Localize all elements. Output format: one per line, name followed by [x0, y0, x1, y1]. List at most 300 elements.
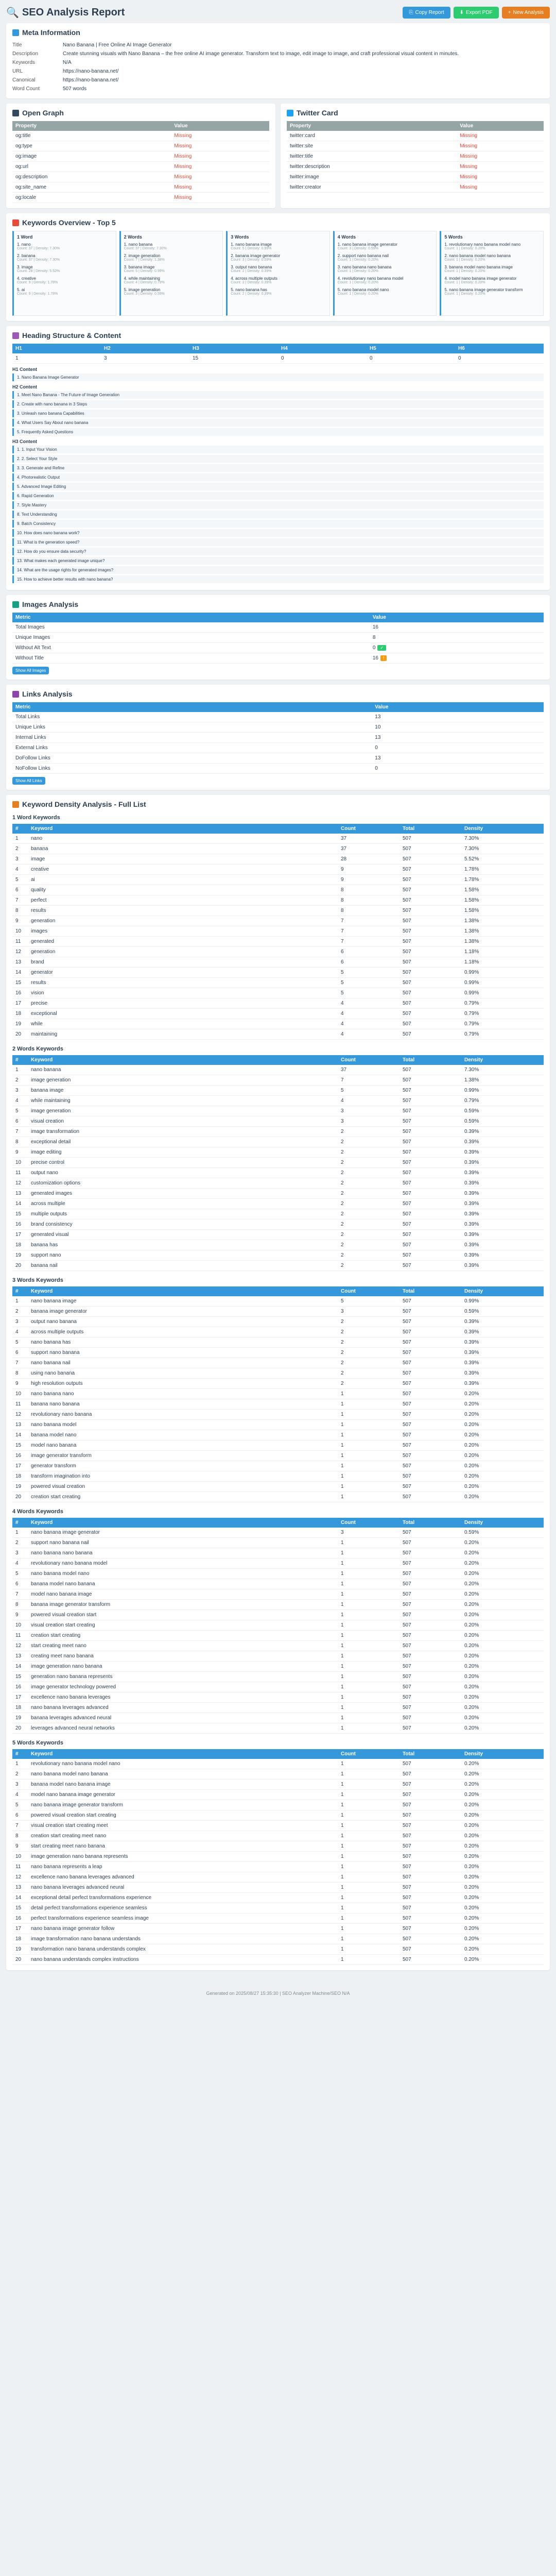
table-cell: 1 [338, 1641, 399, 1651]
table-cell: nano banana represents a leap [28, 1862, 338, 1872]
keyword-stats: Count: 5 | Density: 0.99% [124, 269, 165, 273]
table-cell: 1.58% [461, 885, 544, 895]
keyword-stats: Count: 1 | Density: 0.20% [444, 292, 485, 296]
table-cell: model nano banana image [28, 1589, 338, 1600]
table-cell: 2 [12, 1075, 28, 1086]
table-cell: 4 [338, 1096, 399, 1106]
table-cell: 1 [338, 1589, 399, 1600]
keyword-stats: Count: 1 | Density: 0.20% [337, 281, 379, 284]
table-cell: nano banana nano banana [28, 1548, 338, 1558]
table-cell: 14 [12, 1662, 28, 1672]
table-cell: 0.79% [461, 998, 544, 1009]
table-cell: 0.39% [461, 1230, 544, 1240]
keyword-label: revolutionary nano banana model [342, 276, 404, 281]
table-cell: 507 [399, 844, 461, 854]
heading-item: 1. Meet Nano Banana - The Future of Image Generation [12, 391, 544, 399]
heading-count: 0 [455, 353, 544, 364]
table-cell: 507 [399, 1703, 461, 1713]
table-cell: support nano [28, 1250, 338, 1261]
table-cell: 507 [399, 1009, 461, 1019]
table-cell: 8 [12, 1137, 28, 1147]
keyword-column [119, 231, 223, 316]
table-cell: 507 [399, 1831, 461, 1841]
metric-cell: External Links [12, 743, 372, 753]
heading-item: 3. 3. Generate and Refine [12, 464, 544, 472]
table-cell: start creating meet nano banana [28, 1841, 338, 1852]
table-cell: 0.20% [461, 1852, 544, 1862]
table-cell: 2 [338, 1250, 399, 1261]
table-row [12, 1641, 544, 1651]
table-cell: output nano [28, 1168, 338, 1178]
table-cell: 2 [338, 1358, 399, 1368]
column-header: Density [461, 1055, 544, 1065]
value-cell: 13 [372, 753, 544, 764]
value-cell: Missing [457, 182, 544, 193]
table-cell: banana model nano banana image [28, 1780, 338, 1790]
table-cell: 507 [399, 1800, 461, 1810]
table-cell: 507 [399, 947, 461, 957]
keyword-label: image generation [128, 253, 161, 258]
table-cell: 1 [338, 1461, 399, 1471]
show-all-links-button[interactable]: Show All Links [12, 777, 45, 785]
table-cell: 1.18% [461, 947, 544, 957]
image-icon [12, 601, 19, 608]
keyword-stats: Count: 2 | Density: 0.39% [231, 281, 272, 284]
column-header: Count [338, 1749, 399, 1759]
table-row [12, 1420, 544, 1430]
table-cell: 0.20% [461, 1924, 544, 1934]
table-cell: generation nano banana represents [28, 1672, 338, 1682]
table-row [12, 1955, 544, 1965]
keyword-item [338, 253, 433, 262]
table-row [12, 1158, 544, 1168]
table-cell: 6 [12, 885, 28, 895]
table-cell: 507 [399, 1682, 461, 1692]
table-cell: 507 [399, 1348, 461, 1358]
value-cell: Missing [171, 162, 269, 172]
table-cell: 12 [12, 1872, 28, 1883]
metric-cell: Total Images [12, 622, 370, 633]
keyword-item [124, 253, 220, 262]
meta-value: https://nano-banana.net/ [63, 77, 119, 83]
table-row [12, 1461, 544, 1471]
table-cell: 2 [12, 844, 28, 854]
table-cell: 3 [12, 1548, 28, 1558]
table-cell: 0.99% [461, 1296, 544, 1307]
heading-item: 11. What is the generation speed? [12, 538, 544, 546]
table-cell: 10 [12, 1389, 28, 1399]
table-cell: 507 [399, 978, 461, 988]
heading-item: 14. What are the usage rights for generated images? [12, 566, 544, 574]
table-cell: start creating meet nano [28, 1641, 338, 1651]
value-cell: 0 [372, 743, 544, 753]
table-cell: 0.20% [461, 1651, 544, 1662]
table-cell: 1 [338, 1482, 399, 1492]
heading-structure-card: Heading Structure & Content H1 H2 H3 H4 H5 H6 1 3 15 0 0 0 H1 Content 1. Nano Banana Image Generator H2 Content 1. Meet Nano Banana - The Future of Image Generation 2. Create with nano banana in 3 Steps 3. Unleash nano banana Capabilities 4. What Users Say About nano banana 5. Frequently Asked Questions H3 Content 1. 1. Input Your Vision 2. 2. Select Your Style 3. 3. Generate and Refine 4. Photorealistic Output 5. Advanced Image Editing 6. Rapid Generation 7. Style Mastery 8. Text Understanding 9. Batch Consistency 10. How does nano banana work? 11. What is the generation speed? 12. How do you ensure data security? 13. What makes each generated image unique? 14. What are the usage rights for generated images? 15. How to achieve better results with nano banana? [6, 326, 550, 590]
meta-key: Word Count [12, 86, 40, 92]
table-cell: while maintaining [28, 1096, 338, 1106]
table-cell: 9 [338, 875, 399, 885]
twitter-table: Property Value twitter:card Missing twitter:site Missing twitter:title Missing twitter:description Missing twitter:image Missing twitter:creator Missing [287, 121, 544, 193]
table-row [12, 1913, 544, 1924]
table-cell: 20 [12, 1261, 28, 1271]
table-cell: banana nano banana [28, 1399, 338, 1410]
table-cell: 37 [338, 834, 399, 844]
table-row [12, 1327, 544, 1337]
keyword-item [231, 253, 326, 262]
table-cell: 17 [12, 1230, 28, 1240]
table-cell: 7 [338, 937, 399, 947]
table-cell: 17 [12, 998, 28, 1009]
keyword-stats: Count: 37 | Density: 7.30% [17, 247, 60, 250]
keyword-text: 4. while maintaining [124, 276, 160, 281]
table-cell: 1.38% [461, 1075, 544, 1086]
table-cell: output nano banana [28, 1317, 338, 1327]
column-header: Keyword [28, 824, 338, 834]
table-cell: 1 [338, 1399, 399, 1410]
table-row [12, 1240, 544, 1250]
table-cell: 20 [12, 1492, 28, 1502]
column-header: # [12, 1286, 28, 1296]
table-row [12, 1579, 544, 1589]
table-cell: 1 [338, 1548, 399, 1558]
table-cell: excellence nano banana leverages [28, 1692, 338, 1703]
table-cell: 507 [399, 875, 461, 885]
keyword-item [17, 276, 113, 284]
table-cell: 3 [12, 1780, 28, 1790]
table-cell: 507 [399, 834, 461, 844]
meta-value: Nano Banana | Free Online AI Image Generator [63, 42, 172, 48]
table-cell: 2 [338, 1317, 399, 1327]
column-header: Density [461, 1518, 544, 1528]
table-cell: 13 [12, 1189, 28, 1199]
keyword-column-header: 4 Words [337, 234, 356, 240]
table-cell: using nano banana [28, 1368, 338, 1379]
table-cell: powered visual creation [28, 1482, 338, 1492]
table-cell: 15 [12, 1672, 28, 1682]
table-cell: banana leverages advanced neural [28, 1713, 338, 1723]
table-cell: 507 [399, 1723, 461, 1734]
table-cell: 1 [338, 1780, 399, 1790]
table-cell: 507 [399, 1790, 461, 1800]
keyword-label: while maintaining [128, 276, 160, 281]
table-cell: 20 [12, 1029, 28, 1040]
table-cell: 507 [399, 865, 461, 875]
heading-item: 1. 1. Input Your Vision [12, 446, 544, 453]
value-cell: Missing [457, 151, 544, 162]
table-row [12, 743, 544, 753]
export-pdf-button[interactable]: ⬇ Export PDF [454, 7, 499, 19]
table-cell: 1 [338, 1924, 399, 1934]
table-row [12, 1261, 544, 1271]
table-cell: ai [28, 875, 338, 885]
keyword-column-header: 2 Words [124, 234, 142, 240]
keyword-label: creative [21, 276, 36, 281]
table-row [287, 182, 544, 193]
table-cell: 507 [399, 1692, 461, 1703]
table-cell: 507 [399, 1127, 461, 1137]
table-row [12, 1430, 544, 1440]
keyword-stats: Count: 4 | Density: 0.79% [124, 281, 165, 284]
column-header: # [12, 824, 28, 834]
table-row [287, 131, 544, 141]
table-cell: 1 [338, 1759, 399, 1769]
table-row [12, 1348, 544, 1358]
table-cell: results [28, 906, 338, 916]
table-row [12, 1631, 544, 1641]
table-cell: 1 [338, 1420, 399, 1430]
table-row [287, 141, 544, 151]
table-row [12, 1086, 544, 1096]
keyword-column-header: 3 Words [231, 234, 249, 240]
table-cell: banana nail [28, 1261, 338, 1271]
table-cell: 7 [338, 1075, 399, 1086]
table-cell: 0.20% [461, 1641, 544, 1651]
table-cell: 11 [12, 1862, 28, 1872]
table-cell: nano banana has [28, 1337, 338, 1348]
heading-count: 3 [101, 353, 189, 364]
keyword-text: 4. creative [17, 276, 36, 281]
value-cell: Missing [171, 193, 269, 203]
keyword-stats: Count: 37 | Density: 7.30% [124, 247, 167, 250]
table-cell: nano banana image generator transform [28, 1800, 338, 1810]
heading-item: 10. How does nano banana work? [12, 529, 544, 537]
table-cell: 0.20% [461, 1841, 544, 1852]
link-icon [12, 691, 19, 698]
table-cell: 507 [399, 1471, 461, 1482]
table-cell: 1 [338, 1821, 399, 1831]
property-cell: og:locale [12, 193, 171, 203]
table-cell: 8 [12, 1831, 28, 1841]
table-cell: 0.20% [461, 1790, 544, 1800]
table-row [12, 643, 544, 653]
table-cell: banana model nano [28, 1430, 338, 1440]
table-cell: 507 [399, 1379, 461, 1389]
table-cell: 8 [338, 906, 399, 916]
table-row [12, 1924, 544, 1934]
table-cell: 0.20% [461, 1800, 544, 1810]
heading-item: 7. Style Mastery [12, 501, 544, 509]
table-cell: support nano banana nail [28, 1538, 338, 1548]
table-cell: 507 [399, 1944, 461, 1955]
table-row [12, 1769, 544, 1780]
keyword-text: 5. nano banana image generator transform [444, 287, 523, 292]
table-row [12, 1368, 544, 1379]
table-cell: 0.20% [461, 1589, 544, 1600]
table-cell: 20 [12, 1955, 28, 1965]
heading-item: 3. Unleash nano banana Capabilities [12, 410, 544, 417]
heading-item: 2. Create with nano banana in 3 Steps [12, 400, 544, 408]
table-cell: banana image generator [28, 1307, 338, 1317]
meta-card: Meta Information Title Nano Banana | Free Online AI Image Generator Description Create stunning visuals with Nano Banana – the free online AI image generator. Transform text to image, edit image to image, and craft professional visual content in minutes. Keywords N/A URL https://nano-banana.net/ Canonical https://nano-banana.net/ Word Count 507 words [6, 23, 550, 98]
table-cell: 0.99% [461, 1086, 544, 1096]
copy-report-button[interactable]: ⎘ Copy Report [403, 7, 450, 19]
table-cell: banana [28, 844, 338, 854]
table-row [12, 1127, 544, 1137]
table-cell: 0.20% [461, 1600, 544, 1610]
table-cell: 0.39% [461, 1158, 544, 1168]
table-row [12, 1651, 544, 1662]
table-cell: 2 [338, 1337, 399, 1348]
keyword-stats: Count: 1 | Density: 0.20% [444, 247, 485, 250]
table-cell: 507 [399, 1631, 461, 1641]
keyword-text: 3. nano banana nano banana [337, 265, 392, 269]
table-cell: 0.39% [461, 1137, 544, 1147]
table-cell: 0.39% [461, 1147, 544, 1158]
table-cell: 1.18% [461, 957, 544, 968]
table-cell: 7.30% [461, 1065, 544, 1075]
meta-row [12, 76, 544, 84]
table-cell: 15 [12, 1440, 28, 1451]
table-cell: 0.79% [461, 1019, 544, 1029]
value-cell [370, 633, 544, 643]
bird-icon [287, 110, 293, 116]
table-row [12, 1209, 544, 1219]
table-row [12, 1821, 544, 1831]
table-cell: 507 [399, 1019, 461, 1029]
table-cell: creation start creating [28, 1631, 338, 1641]
keyword-stats: Count: 37 | Density: 7.30% [17, 258, 60, 262]
keyword-column [333, 231, 437, 316]
table-cell: 507 [399, 916, 461, 926]
heading-count-table [12, 344, 544, 364]
table-cell: revolutionary nano banana [28, 1410, 338, 1420]
table-cell: 1 [338, 1600, 399, 1610]
table-row [12, 1168, 544, 1178]
table-cell: 507 [399, 1199, 461, 1209]
table-cell: image transformation nano banana understands [28, 1934, 338, 1944]
table-cell: 507 [399, 1759, 461, 1769]
table-cell: 19 [12, 1250, 28, 1261]
keyword-label: nano banana image generator [342, 242, 397, 247]
heading-level-header: H5 [367, 344, 455, 353]
open-graph-card: Open Graph Property Value og:title Missing og:type Missing og:image Missing og:url Missing og:description Missing og:site_name Missing og:locale Missing [6, 104, 275, 208]
table-row [12, 937, 544, 947]
table-row [12, 1230, 544, 1240]
key-icon [12, 801, 19, 808]
keyword-text: 4. model nano banana image generator [444, 276, 517, 281]
table-cell: customization options [28, 1178, 338, 1189]
show-all-images-button[interactable]: Show All Images [12, 667, 49, 674]
table-cell: image generator transform [28, 1451, 338, 1461]
keyword-text: 2. image generation [124, 253, 161, 258]
table-cell: generator transform [28, 1461, 338, 1471]
table-cell: 12 [12, 947, 28, 957]
table-row [12, 1790, 544, 1800]
column-header: Count [338, 1518, 399, 1528]
density-table [12, 1286, 544, 1502]
table-cell: 507 [399, 1662, 461, 1672]
table-cell: 0.20% [461, 1558, 544, 1569]
keyword-column-header: 5 Words [444, 234, 463, 240]
heading-item: 5. Advanced Image Editing [12, 483, 544, 490]
table-cell: 1 [338, 1569, 399, 1579]
value-cell: Missing [457, 172, 544, 182]
table-cell: 1 [12, 834, 28, 844]
table-cell: 5 [12, 1337, 28, 1348]
property-cell: twitter:creator [287, 182, 457, 193]
table-cell: 1 [338, 1682, 399, 1692]
table-cell: 1 [338, 1800, 399, 1810]
table-cell: 1.78% [461, 865, 544, 875]
table-row [12, 1862, 544, 1872]
keyword-label: output nano banana [235, 265, 272, 269]
keyword-text: 2. banana image generator [231, 253, 281, 258]
new-analysis-button[interactable]: + New Analysis [502, 7, 550, 19]
keyword-stats: Count: 2 | Density: 0.39% [231, 269, 272, 273]
table-row [12, 1389, 544, 1399]
keyword-item [444, 242, 540, 250]
metric-value: 16 [372, 655, 378, 661]
table-cell: 9 [12, 1147, 28, 1158]
table-row [12, 1682, 544, 1692]
table-cell: maintaining [28, 1029, 338, 1040]
table-cell: 18 [12, 1934, 28, 1944]
table-cell: 0.20% [461, 1862, 544, 1872]
table-cell: 507 [399, 1610, 461, 1620]
table-cell: 0.99% [461, 978, 544, 988]
table-cell: 0.20% [461, 1569, 544, 1579]
table-cell: creation start creating meet nano [28, 1831, 338, 1841]
table-cell: 1.58% [461, 895, 544, 906]
meta-value: 507 words [63, 86, 87, 92]
table-row [287, 151, 544, 162]
table-cell: 0.20% [461, 1440, 544, 1451]
table-cell: 0.20% [461, 1410, 544, 1420]
column-header: Count [338, 1055, 399, 1065]
table-cell: 4 [338, 1009, 399, 1019]
keyword-item [17, 242, 113, 250]
keyword-column [440, 231, 544, 316]
density-section-title: 1 Word Keywords [12, 815, 60, 821]
density-section-title: 2 Words Keywords [12, 1046, 63, 1052]
keyword-item [444, 265, 540, 273]
table-cell: 507 [399, 1569, 461, 1579]
table-cell: 507 [399, 1250, 461, 1261]
table-cell: 0.20% [461, 1893, 544, 1903]
table-row [12, 1759, 544, 1769]
table-row [12, 1944, 544, 1955]
table-cell: 7 [12, 1589, 28, 1600]
table-cell: 507 [399, 1810, 461, 1821]
table-cell: 0.20% [461, 1831, 544, 1841]
meta-value: N/A [63, 60, 72, 65]
keyword-label: banana [21, 253, 36, 258]
table-cell: 1 [12, 1065, 28, 1075]
table-cell: 507 [399, 1579, 461, 1589]
column-header: Total [399, 1518, 461, 1528]
keyword-label: image generation [128, 287, 161, 292]
table-cell: 16 [12, 1451, 28, 1461]
table-cell: 8 [12, 1600, 28, 1610]
table-cell: banana image generator transform [28, 1600, 338, 1610]
value-cell [370, 653, 544, 664]
meta-row [12, 49, 544, 58]
table-cell: generation [28, 916, 338, 926]
links-table: Metric Value Total Links 13 Unique Links 10 Internal Links 13 External Links 0 DoFollow Links 13 NoFollow Links 0 [12, 702, 544, 774]
table-cell: 7 [12, 895, 28, 906]
table-cell: high resolution outputs [28, 1379, 338, 1389]
table-cell: 14 [12, 968, 28, 978]
table-cell: 11 [12, 1399, 28, 1410]
table-cell: 507 [399, 1420, 461, 1430]
table-cell: images [28, 926, 338, 937]
keyword-text: 5. nano banana has [231, 287, 267, 292]
table-row [12, 1934, 544, 1944]
table-cell: 507 [399, 1440, 461, 1451]
table-cell: 1 [338, 1769, 399, 1780]
table-cell: 1 [338, 1723, 399, 1734]
